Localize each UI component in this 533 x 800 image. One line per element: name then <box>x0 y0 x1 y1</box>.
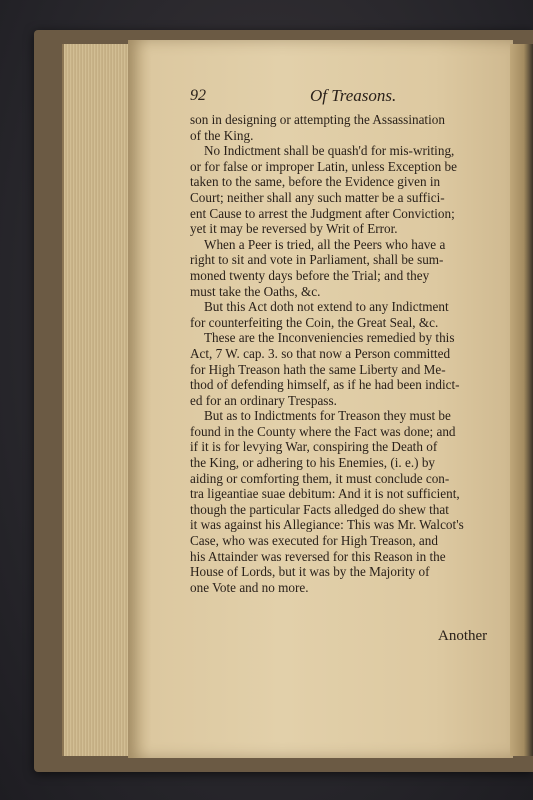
text-line: right to sit and vote in Parliament, shall be sum- <box>190 252 444 268</box>
text-line: These are the Inconveniencies remedied by this <box>204 330 455 346</box>
text-line: though the particular Facts alledged do shew that <box>190 501 449 517</box>
text-line: ed for an ordinary Trespass. <box>190 392 337 408</box>
body-text <box>190 112 498 595</box>
text-line: thod of defending himself, as if he had been indict- <box>190 377 460 393</box>
facing-page-edge <box>510 44 533 756</box>
page-edges <box>62 44 136 756</box>
text-line: of the King. <box>190 127 254 143</box>
text-line: House of Lords, but it was by the Majority of <box>190 564 430 580</box>
page-number: 92 <box>190 87 206 104</box>
text-line: found in the County where the Fact was done; and <box>190 423 456 439</box>
text-line: if it is for levying War, conspiring the Death of <box>190 439 438 455</box>
text-line: yet it may be reversed by Writ of Error. <box>190 221 398 237</box>
text-line: must take the Oaths, &c. <box>190 283 321 299</box>
text-line: for High Treason hath the same Liberty and Me- <box>190 361 446 377</box>
text-line: the King, or adhering to his Enemies, (i. e.) by <box>190 455 436 471</box>
text-line: one Vote and no more. <box>190 579 309 595</box>
page-text <box>190 88 498 595</box>
text-line: No Indictment shall be quash'd for mis-writing, <box>204 143 455 159</box>
text-line: son in designing or attempting the Assassination <box>190 112 445 127</box>
text-line: When a Peer is tried, all the Peers who have a <box>204 236 446 252</box>
page-header <box>190 88 498 112</box>
catchword: Another <box>438 628 488 644</box>
text-line: his Attainder was reversed for this Reason in the <box>190 548 446 564</box>
text-line: Act, 7 W. cap. 3. so that now a Person committed <box>190 345 451 361</box>
text-line: But as to Indictments for Treason they must be <box>204 408 451 424</box>
text-line: it was against his Allegiance: This was Mr. Walcot's <box>190 517 464 533</box>
text-line: Court; neither shall any such matter be a suffici- <box>190 189 445 205</box>
text-line: But this Act doth not extend to any Indictment <box>204 299 449 315</box>
text-line: Case, who was executed for High Treason, and <box>190 533 438 549</box>
text-line: taken to the same, before the Evidence given in <box>190 174 441 190</box>
text-line: ent Cause to arrest the Judgment after Conviction; <box>190 205 455 221</box>
text-line: aiding or comforting them, it must conclude con- <box>190 470 450 486</box>
text-line: tra ligeantiae suae debitum: And it is not sufficient, <box>190 486 460 502</box>
text-line: moned twenty days before the Trial; and they <box>190 267 430 283</box>
text-line: for counterfeiting the Coin, the Great Seal, &c. <box>190 314 439 330</box>
running-head: Of Treasons. <box>310 86 397 105</box>
text-line: or for false or improper Latin, unless Exception be <box>190 158 457 174</box>
